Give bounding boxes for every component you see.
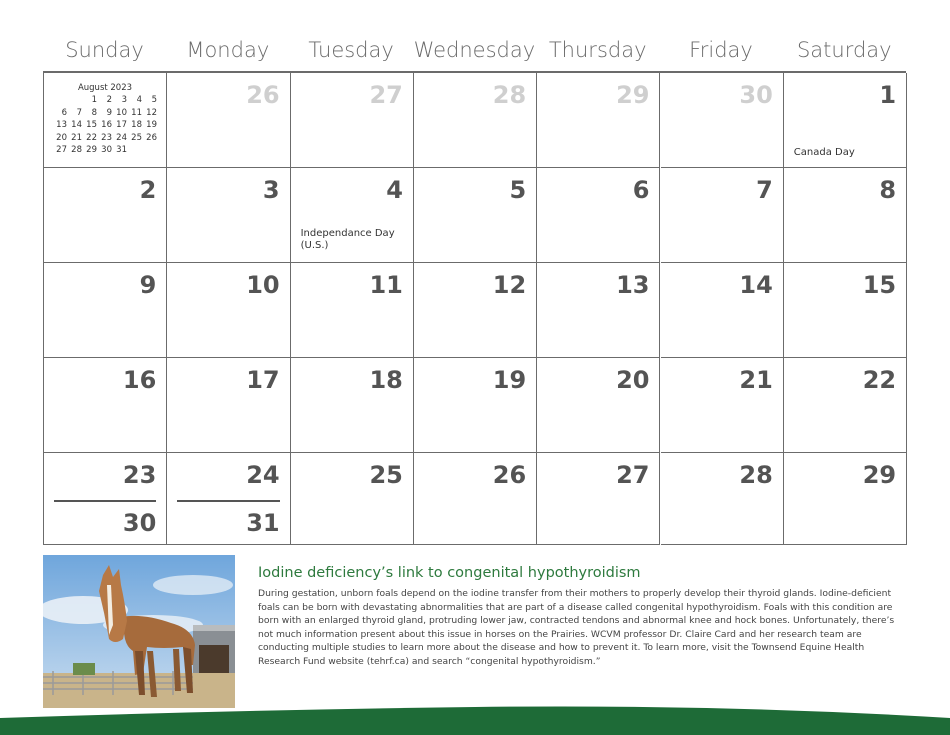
day-number-secondary: 30: [122, 509, 157, 537]
day-number: 25: [369, 461, 403, 489]
mini-calendar-day: 15: [86, 120, 97, 130]
day-cell[interactable]: [44, 453, 167, 545]
mini-calendar-day: 9: [106, 107, 112, 118]
mini-calendar-day: 22: [86, 132, 97, 143]
day-cell[interactable]: [537, 73, 660, 168]
mini-calendar-day: 10: [116, 107, 127, 118]
day-cell[interactable]: [414, 263, 537, 358]
day-number: 7: [756, 176, 773, 204]
day-number: 2: [139, 176, 157, 204]
day-number: 26: [492, 461, 527, 489]
day-cell[interactable]: [414, 73, 537, 168]
day-cell[interactable]: [291, 453, 414, 545]
day-cell[interactable]: [167, 263, 290, 358]
holiday-note: Independance Day (U.S.): [300, 228, 395, 251]
day-cell[interactable]: [167, 453, 290, 545]
weekday-friday: Friday: [689, 38, 753, 62]
weekday-thursday: Thursday: [548, 38, 647, 62]
day-cell[interactable]: [167, 358, 290, 453]
mini-calendar-day: 20: [56, 132, 67, 143]
day-number: 12: [492, 271, 527, 299]
mini-calendar-day: 21: [71, 132, 82, 143]
day-number: 27: [369, 81, 403, 109]
day-number: 27: [616, 461, 650, 489]
weekday-wednesday: Wednesday: [413, 38, 536, 62]
split-divider: [177, 500, 279, 502]
mini-calendar-day: 24: [116, 132, 127, 143]
day-number: 11: [369, 271, 403, 299]
mini-calendar-day: 6: [61, 107, 67, 118]
day-cell[interactable]: [784, 453, 907, 545]
mini-calendar-day: 2: [106, 95, 112, 105]
mini-calendar-day: 28: [71, 145, 82, 155]
mini-calendar-day: 19: [146, 120, 157, 130]
mini-calendar-day: 25: [131, 132, 142, 143]
day-number: 19: [492, 366, 527, 394]
mini-calendar-day: 4: [136, 95, 142, 105]
mini-calendar-day: 27: [56, 145, 67, 155]
mini-calendar-week: [52, 108, 158, 121]
mini-calendar-day: 30: [101, 145, 112, 155]
day-cell[interactable]: [661, 358, 784, 453]
day-cell[interactable]: [291, 73, 414, 168]
day-cell[interactable]: [661, 73, 784, 168]
weekday-sunday: Sunday: [65, 38, 144, 62]
foal-photo: [43, 555, 235, 708]
day-cell[interactable]: [291, 168, 414, 263]
day-cell[interactable]: [784, 168, 907, 263]
day-cell[interactable]: [537, 453, 660, 545]
day-number-secondary: 31: [246, 509, 280, 537]
day-number: 20: [616, 366, 650, 394]
mini-calendar-day: [127, 145, 142, 158]
day-cell[interactable]: [537, 168, 660, 263]
day-number: 6: [632, 176, 650, 204]
mini-calendar-day: 5: [151, 95, 157, 105]
day-number: 17: [246, 366, 280, 394]
day-cell[interactable]: [414, 453, 537, 545]
mini-calendar-day: 7: [76, 107, 82, 118]
mini-calendar-day: 1: [91, 95, 97, 105]
day-number: 1: [879, 81, 897, 109]
footer-band: [0, 700, 950, 735]
mini-calendar-week: [52, 120, 158, 133]
day-cell[interactable]: [661, 168, 784, 263]
day-cell[interactable]: [784, 73, 907, 168]
mini-calendar-day: 31: [116, 145, 127, 155]
day-cell[interactable]: [784, 358, 907, 453]
split-divider: [54, 500, 156, 502]
day-number: 16: [122, 366, 157, 394]
weekday-saturday: Saturday: [796, 38, 892, 62]
day-cell[interactable]: [661, 263, 784, 358]
day-number: 28: [492, 81, 527, 109]
calendar-grid: [43, 71, 906, 545]
day-cell[interactable]: [537, 263, 660, 358]
mini-calendar-day: [52, 95, 67, 108]
mini-calendar-day: 12: [146, 107, 157, 118]
day-cell[interactable]: [414, 168, 537, 263]
day-number: 8: [879, 176, 897, 204]
day-cell[interactable]: [414, 358, 537, 453]
day-number: 15: [862, 271, 897, 299]
day-number: 30: [739, 81, 773, 109]
day-number: 4: [386, 176, 403, 204]
mini-calendar-week: [52, 95, 158, 108]
day-number: 10: [246, 271, 280, 299]
mini-calendar-day: [142, 145, 157, 158]
mini-calendar-day: 26: [146, 132, 157, 143]
mini-calendar-title: August 2023: [77, 83, 133, 93]
day-number: 29: [616, 81, 650, 109]
day-cell[interactable]: [661, 453, 784, 545]
day-number: 21: [739, 366, 773, 394]
day-cell[interactable]: [167, 73, 290, 168]
day-number: 18: [369, 366, 403, 394]
article-body: During gestation, unborn foals depend on the iodine transfer from their mothers to properly develop their thyroid glands. Iodine-deficient foals can be born with devastating abnormalities that are part of a disease called congenital hypothyroidism. Foals with this condition are born with an enlarged thyroid gland, protruding lower jaw, contracted tendons and abnormal knee and hock bones. Unfortunately, there’s not much information present about this issue in horses on the Prairies. WCVM professor Dr. Claire Card and her research team are conducting multiple studies to learn more about the disease and how to prevent it. To learn more, visit the Townsend Equine Health Research Fund website (tehrf.ca) and search “congenital hypothyroidism.”: [258, 588, 895, 667]
mini-calendar-day: 16: [101, 120, 112, 130]
mini-calendar-day: [67, 95, 82, 108]
day-cell[interactable]: [291, 263, 414, 358]
mini-calendar: [52, 83, 158, 158]
day-cell[interactable]: [167, 168, 290, 263]
day-number: 3: [262, 176, 280, 204]
mini-calendar-day: 3: [121, 95, 127, 105]
holiday-note: Canada Day: [793, 147, 855, 158]
day-number: 23: [122, 461, 157, 489]
mini-calendar-week: [52, 145, 158, 158]
day-number: 9: [139, 271, 157, 299]
mini-calendar-day: 8: [91, 107, 97, 118]
day-number: 28: [739, 461, 773, 489]
day-number: 13: [616, 271, 650, 299]
day-cell[interactable]: [44, 358, 167, 453]
mini-calendar-cell: [44, 73, 167, 168]
mini-calendar-day: 23: [101, 132, 112, 143]
day-number: 29: [862, 461, 897, 489]
day-number: 22: [862, 366, 897, 394]
day-cell[interactable]: [784, 263, 907, 358]
mini-calendar-day: 29: [86, 145, 97, 155]
day-cell[interactable]: [537, 358, 660, 453]
article-title: Iodine deficiency’s link to congenital hypothyroidism: [258, 565, 641, 581]
mini-calendar-day: 14: [71, 120, 82, 130]
day-number: 5: [509, 176, 527, 204]
day-cell[interactable]: [44, 263, 167, 358]
day-number: 14: [739, 271, 773, 299]
day-number: 24: [246, 461, 280, 489]
mini-calendar-day: 11: [131, 107, 142, 118]
mini-calendar-day: 17: [116, 120, 127, 130]
mini-calendar-day: 18: [131, 120, 142, 130]
day-number: 26: [246, 81, 280, 109]
weekday-monday: Monday: [186, 38, 270, 62]
day-cell[interactable]: [291, 358, 414, 453]
day-cell[interactable]: [44, 168, 167, 263]
weekday-tuesday: Tuesday: [308, 38, 394, 62]
mini-calendar-day: 13: [56, 120, 67, 130]
mini-calendar-week: [52, 133, 158, 146]
